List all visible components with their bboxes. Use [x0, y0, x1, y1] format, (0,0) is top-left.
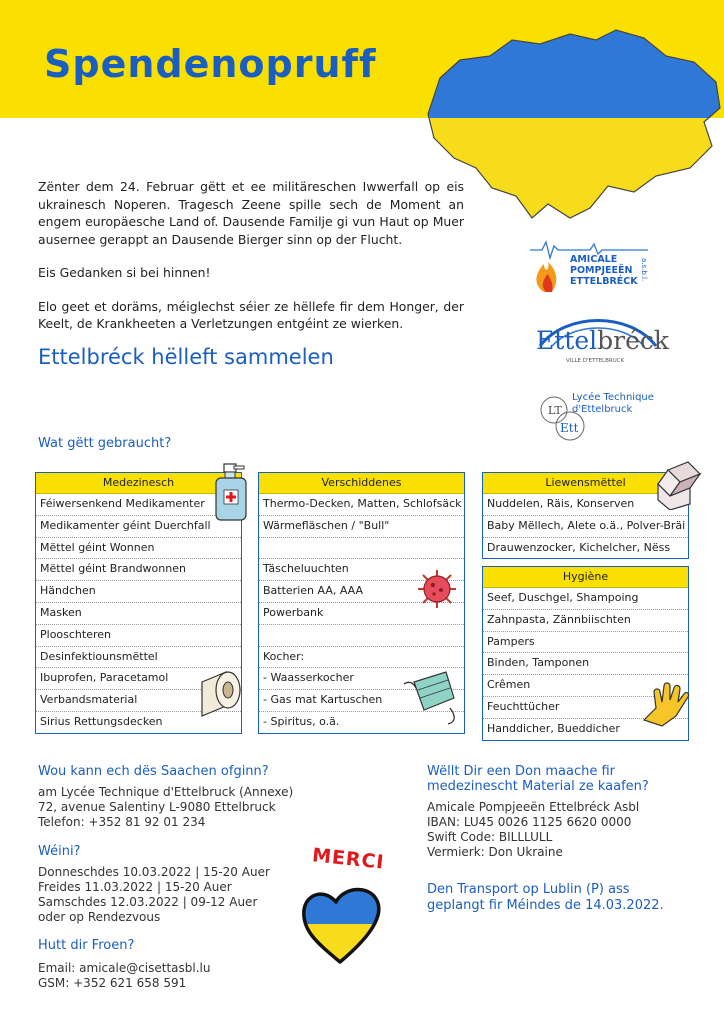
donate-section	[427, 764, 707, 860]
email-line: Email: amicale@cisettasbl.lu	[38, 961, 211, 975]
rubber-glove-icon	[640, 680, 692, 728]
list-item: Crêmen	[483, 675, 688, 697]
ettelbreck-logo	[536, 310, 670, 372]
list-item: Wärmefläschen / "Bull"	[259, 516, 464, 538]
lycee-logo-line: d'Ettelbruck	[572, 404, 633, 415]
when-section	[38, 844, 298, 925]
list-item: Nuddelen, Räis, Konserven	[483, 494, 688, 516]
ettelbreck-logo-subtitle: VILLE D'ETTELBRUCK	[566, 358, 625, 364]
intro-paragraph: Zënter dem 24. Februar gëtt et ee militäreschen Iwwerfall op eis ukrainesch Noperen. Tragesch Zeene spille sech de Moment an engem europäesche Land of. Dausende Familje gi vun Haut op Muer ausernee gerappt an Dausende Bierger sinn op der Flucht.	[38, 179, 464, 247]
ukraine-map-icon	[420, 18, 724, 228]
list-item: Binden, Tamponen	[483, 653, 688, 675]
list-item: Handdicher, Bueddicher	[487, 721, 620, 735]
swift-line: Swift Code: BILLLULL	[427, 830, 553, 844]
address-line: am Lycée Technique d'Ettelbruck (Annexe)	[38, 785, 294, 799]
list-item: Féiwersenkend Medikamenter	[36, 494, 241, 516]
address-line: 72, avenue Salentiny L-9080 Ettelbruck	[38, 800, 276, 814]
ettelbreck-logo-part: Ettel	[536, 326, 598, 355]
list-item: - Spiritus, o.ä.	[263, 714, 340, 728]
list-item: Batterien AA, AAA	[259, 581, 464, 603]
box-title: Hygiène	[483, 567, 688, 588]
merci-text: MERCI	[311, 844, 386, 874]
ettelbreck-logo-part: bréck	[597, 326, 670, 355]
phone-line: Telefon: +352 81 92 01 234	[38, 815, 206, 829]
list-item: Feuchttücher	[483, 697, 688, 719]
list-item: Händchen	[36, 581, 241, 603]
page-title: Spendenopruff	[44, 42, 377, 86]
virus-icon	[416, 568, 458, 610]
list-item: Medikamenter géint Duerchfall	[36, 516, 241, 538]
list-item: Kocher:	[259, 647, 464, 669]
bank-line: Amicale Pompjeeën Ettelbréck Asbl	[427, 800, 640, 814]
transport-line: geplangt fir Méindes de 14.03.2022.	[427, 898, 664, 913]
iban-line: IBAN: LU45 0026 1125 6620 0000	[427, 815, 632, 829]
disinfectant-bottle-icon	[210, 462, 254, 524]
svg-text:Ett: Ett	[560, 421, 579, 435]
list-item: Baby Mëllech, Alete o.ä., Polver-Bräi	[483, 516, 688, 538]
needed-heading: Wat gëtt gebraucht?	[38, 436, 172, 451]
list-item: - Waasserkocher	[259, 668, 464, 690]
amicale-asbl: a.s.b.l.	[640, 258, 648, 282]
intro-paragraph: Eis Gedanken si bei hinnen!	[38, 265, 211, 280]
date-line: Donneschdes 10.03.2022 | 15-20 Auer	[38, 865, 270, 879]
donate-heading: medezinescht Material ze kaafen?	[427, 779, 649, 794]
date-line: Samschdes 12.03.2022 | 09-12 Auer	[38, 895, 258, 909]
transport-line: Den Transport op Lublin (P) ass	[427, 882, 630, 897]
intro-paragraph: Elo geet et doräms, méiglechst séier ze hëllefe fir dem Honger, der Keelt, de Krankheeten a Verletzungen entgéint ze wierken.	[38, 298, 464, 331]
face-mask-icon	[402, 668, 464, 726]
amicale-logo	[530, 232, 650, 294]
list-item	[259, 625, 464, 647]
list-item: Pampers	[483, 632, 688, 654]
list-item: Plooschteren	[36, 625, 241, 647]
box-title: Medezinesch	[36, 473, 241, 494]
box-title: Verschiddenes	[259, 473, 464, 494]
list-item: Drauwenzocker, Kichelcher, Nëss	[487, 540, 671, 554]
list-item	[259, 538, 464, 560]
date-line: oder op Rendezvous	[38, 910, 161, 924]
when-heading: Wéini?	[38, 844, 81, 859]
list-item: Ibuprofen, Paracetamol	[36, 668, 241, 690]
list-item: Desinfektiounsmëttel	[36, 647, 241, 669]
toilet-paper-icon	[196, 668, 244, 720]
lycee-logo-line: Lycée Technique	[572, 392, 654, 403]
list-item: Mëttel géint Wonnen	[36, 538, 241, 560]
where-heading: Wou kann ech dës Saachen ofginn?	[38, 764, 269, 779]
lycee-logo	[538, 386, 668, 446]
list-item: Powerbank	[259, 603, 464, 625]
milk-carton-icon	[654, 460, 704, 510]
list-item: Seef, Duschgel, Shampoing	[483, 588, 688, 610]
amicale-logo-line: AMICALE	[570, 254, 618, 265]
box-title: Liewensmëttel	[483, 473, 688, 494]
questions-heading: Hutt dir Froen?	[38, 938, 135, 953]
list-item: Sirius Rettungsdecken	[40, 714, 163, 728]
donate-heading: Wëllt Dir een Don maache fir	[427, 764, 615, 779]
amicale-logo-line: POMPJEEËN	[570, 265, 633, 276]
list-item: Thermo-Decken, Matten, Schlofsäck	[259, 494, 464, 516]
gsm-line: GSM: +352 621 658 591	[38, 976, 187, 990]
list-item: Mëttel géint Brandwonnen	[36, 559, 241, 581]
list-item: Masken	[36, 603, 241, 625]
section-heading: Ettelbréck hëlleft sammelen	[38, 345, 334, 369]
questions-section	[38, 938, 298, 991]
transport-note	[427, 882, 707, 914]
list-item: Täscheluuchten	[259, 559, 464, 581]
svg-text:LT: LT	[548, 404, 562, 417]
list-item: - Gas mat Kartuschen	[259, 690, 464, 712]
reference-line: Vermierk: Don Ukraine	[427, 845, 563, 859]
amicale-logo-line: ETTELBRÉCK	[570, 276, 638, 287]
list-item: Zahnpasta, Zännbiischten	[483, 610, 688, 632]
intro-text	[38, 178, 464, 349]
date-line: Freides 11.03.2022 | 15-20 Auer	[38, 880, 232, 894]
list-item: Verbandsmaterial	[36, 690, 241, 712]
where-section	[38, 764, 298, 830]
heart-icon	[296, 880, 386, 966]
